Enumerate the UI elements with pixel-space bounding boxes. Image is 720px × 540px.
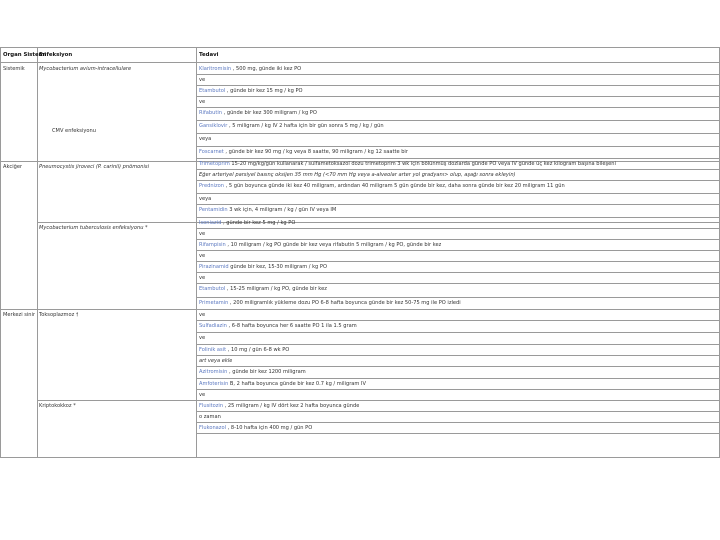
dosage-text: ve	[199, 77, 206, 83]
treatment-row	[199, 369, 306, 375]
dosage-text: , günde bir kez 90 mg / kg veya 8 saatte, 90 miligram / kg 12 saatte bir	[223, 149, 408, 155]
header-divider	[0, 62, 720, 63]
table-bottom-border	[0, 457, 720, 458]
infection-tb: Mycobacterium tuberculosis enfeksiyonu *	[39, 225, 148, 231]
dosage-text: 3 wk için, 4 miligram / kg / gün IV veya IM	[227, 207, 337, 213]
row-divider	[196, 146, 720, 147]
dosage-text: ve	[199, 392, 206, 398]
row-divider	[196, 411, 720, 412]
dosage-text: , 15-25 miligram / kg PO, günde bir kez	[225, 286, 327, 292]
row-divider	[196, 204, 720, 205]
row-divider	[196, 228, 720, 229]
row-divider	[196, 344, 720, 345]
treatment-row	[199, 99, 205, 105]
drug-name: Sulfadiazin	[199, 323, 227, 329]
infection-cmv: CMV enfeksiyonu	[52, 128, 96, 134]
row-divider	[196, 332, 720, 333]
organ-lung: Akciğer	[3, 164, 23, 170]
row-divider	[196, 389, 720, 390]
dosage-text: , günde bir kez 300 miligram / kg PO	[221, 110, 317, 116]
treatment-row	[199, 312, 205, 318]
dosage-text: ve	[199, 312, 206, 318]
row-divider	[196, 193, 720, 194]
treatment-table	[0, 47, 720, 458]
infection-toxo: Toksoplazmoz †	[39, 312, 79, 318]
drug-name: Isoniazid	[199, 220, 222, 226]
row-divider	[196, 85, 720, 86]
row-divider	[196, 96, 720, 97]
dosage-text: , günde bir kez 15 mg / kg PO	[225, 88, 303, 94]
treatment-row	[199, 196, 211, 202]
dosage-text: , 5 miligram / kg IV 2 hafta için bir gün sonra 5 mg / kg / gün	[227, 123, 384, 129]
row-divider	[196, 158, 720, 159]
dosage-text: o zaman	[199, 414, 221, 420]
infection-divider	[37, 400, 720, 401]
treatment-row	[199, 335, 205, 341]
header-treatment: Tedavi	[199, 52, 219, 58]
column-divider	[37, 47, 38, 458]
dosage-text: , 10 mg / gün 6-8 wk PO	[226, 347, 290, 353]
dosage-text: , günde bir kez 1200 miligram	[227, 369, 306, 375]
header-infection: Enfeksiyon	[39, 52, 73, 58]
dosage-text: B, 2 hafta boyunca günde bir kez 0.7 kg / miligram IV	[228, 381, 366, 387]
dosage-text: , günde bir kez 5 mg / kg PO	[221, 220, 296, 226]
drug-name: Amfoterisin	[199, 381, 229, 387]
treatment-row	[199, 414, 221, 420]
treatment-row	[199, 183, 565, 189]
treatment-row	[199, 161, 616, 167]
drug-name: Pentamidin	[199, 207, 228, 213]
dosage-text: 15-20 mg/kg/gün kullanarak / sulfametoksazol dozu trimetoprim 3 wk için bölünmüş dozlarda günde PO veya IV günde üç kez kilogram başına bileşeni	[229, 161, 616, 167]
drug-name: Primetamin	[199, 300, 229, 306]
infection-pcp: Pneumocystis jiroveci (P. carinii) pnömonisi	[39, 164, 149, 170]
column-divider	[196, 47, 197, 458]
drug-name: Rifabutin	[199, 110, 222, 116]
treatment-row	[199, 77, 205, 83]
treatment-row	[199, 66, 301, 72]
drug-name: Flusitozin	[199, 403, 224, 409]
row-divider	[196, 261, 720, 262]
drug-name: Etambutol	[199, 88, 226, 94]
row-divider	[196, 169, 720, 170]
treatment-row	[199, 425, 312, 431]
dosage-text: art veya ekle	[199, 358, 233, 364]
row-divider	[196, 120, 720, 121]
infection-mac: Mycobacterium avium-intracellulare	[39, 66, 132, 72]
drug-name: Klaritromisin	[199, 66, 232, 72]
organ-cns: Merkezi sinir	[3, 312, 36, 318]
dosage-text: ve	[199, 335, 206, 341]
row-divider	[196, 180, 720, 181]
dosage-text: ve	[199, 231, 206, 237]
treatment-row	[199, 264, 327, 270]
treatment-row	[199, 149, 408, 155]
treatment-row	[199, 392, 205, 398]
organ-systemic: Sistemik	[3, 66, 25, 72]
row-divider	[196, 297, 720, 298]
row-divider	[196, 283, 720, 284]
treatment-row	[199, 286, 327, 292]
dosage-text: , 500 mg, günde iki kez PO	[231, 66, 302, 72]
treatment-row	[199, 220, 295, 226]
row-divider	[196, 74, 720, 75]
drug-name: Flukonazol	[199, 425, 227, 431]
treatment-row	[199, 403, 359, 409]
dosage-text: , 25 miligram / kg IV dört kez 2 hafta boyunca günde	[223, 403, 360, 409]
treatment-row	[199, 323, 357, 329]
row-divider	[196, 239, 720, 240]
table-left-border	[0, 47, 1, 458]
treatment-row	[199, 242, 441, 248]
dosage-text: veya	[199, 196, 212, 202]
dosage-text: veya	[199, 136, 212, 142]
drug-name: Azitromisin	[199, 369, 228, 375]
row-divider	[196, 320, 720, 321]
treatment-row	[199, 253, 205, 259]
treatment-row	[199, 110, 317, 116]
section-divider	[0, 309, 720, 310]
treatment-row	[199, 275, 205, 281]
row-divider	[196, 250, 720, 251]
dosage-text: ve	[199, 99, 206, 105]
drug-name: Gansiklovir	[199, 123, 228, 129]
dosage-text: , 8-10 hafta için 400 mg / gün PO	[226, 425, 313, 431]
treatment-row	[199, 207, 336, 213]
drug-name: Trimetoprim	[199, 161, 230, 167]
treatment-row	[199, 231, 205, 237]
drug-name: Pirazinamid	[199, 264, 229, 270]
row-divider	[196, 133, 720, 134]
treatment-row	[199, 123, 384, 129]
row-divider	[196, 433, 720, 434]
row-divider	[196, 217, 720, 218]
dosage-text: , 10 miligram / kg PO günde bir kez veya rifabutin 5 miligram / kg PO, günde bir kez	[225, 242, 442, 248]
infection-crypto: Kriptokokkoz *	[39, 403, 76, 409]
row-divider	[196, 272, 720, 273]
treatment-row	[199, 88, 303, 94]
drug-name: Etambutol	[199, 286, 226, 292]
dosage-text: , 6-8 hafta boyunca her 6 saatte PO 1 ila 1.5 gram	[226, 323, 357, 329]
dosage-text: Eğer arteriyel parsiyel basınç oksijen 35 mm Hg (<70 mm Hg veya a-alveolar arter yol gradyanı> olup, aşağı sonra ekleyin)	[199, 172, 516, 178]
infection-divider	[37, 222, 720, 223]
drug-name: Folinik asit	[199, 347, 227, 353]
table-top-border	[0, 47, 720, 48]
treatment-row	[199, 381, 366, 387]
treatment-row	[199, 300, 461, 306]
row-divider	[196, 366, 720, 367]
row-divider	[196, 107, 720, 108]
dosage-text: ve	[199, 253, 206, 259]
treatment-row	[199, 136, 211, 142]
row-divider	[196, 355, 720, 356]
drug-name: Foscarnet	[199, 149, 224, 155]
treatment-row	[199, 172, 516, 178]
row-divider	[196, 378, 720, 379]
dosage-text: ve	[199, 275, 206, 281]
row-divider	[196, 422, 720, 423]
treatment-row	[199, 358, 232, 364]
drug-name: Rifampisin	[199, 242, 226, 248]
header-organ: Organ Sistemi	[3, 52, 47, 58]
dosage-text: , 200 miligramlık yükleme dozu PO 6-8 hafta boyunca günde bir kez 50-75 mg ile PO izledi	[228, 300, 461, 306]
dosage-text: günde bir kez, 15-30 miligram / kg PO	[228, 264, 327, 270]
drug-name: Prednizon	[199, 183, 224, 189]
treatment-row	[199, 347, 289, 353]
dosage-text: , 5 gün boyunca günde iki kez 40 miligram, ardından 40 miligram 5 gün günde bir kez, daha sonra günde bir kez 20 miligram 11 gün	[224, 183, 565, 189]
